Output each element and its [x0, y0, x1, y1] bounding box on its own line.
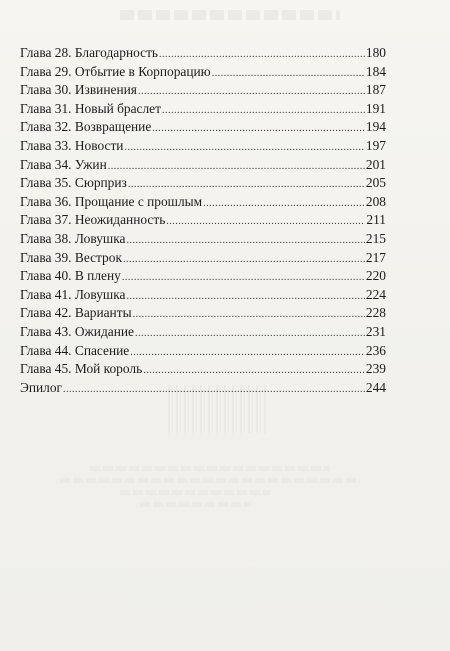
toc-entry-page-number: 215	[365, 230, 386, 246]
toc-entry-title: Эпилог	[20, 379, 63, 395]
toc-entry-page-number: 180	[365, 45, 386, 60]
toc-entry	[20, 286, 386, 305]
show-through-line	[140, 502, 250, 507]
show-through-line	[120, 490, 270, 495]
toc-entry-title: Глава 29. Отбытие в Корпорацию	[20, 63, 211, 79]
toc-entry-title: Глава 33. Новости	[20, 137, 124, 153]
toc-entry-page-number: 184	[365, 63, 386, 79]
toc-leader-dots	[133, 306, 365, 325]
toc-entry	[20, 323, 386, 342]
toc-entry	[20, 118, 386, 137]
toc-leader-dots	[152, 120, 365, 139]
toc-entry	[20, 230, 386, 249]
toc-entry-title: Глава 38. Ловушка	[20, 230, 126, 246]
toc-leader-dots	[123, 251, 365, 270]
toc-entry-page-number: 197	[365, 137, 386, 153]
toc-entry-page-number: 228	[365, 305, 386, 321]
toc-entry	[20, 174, 386, 193]
toc-entry-page-number: 220	[365, 268, 386, 284]
toc-entry-page-number: 205	[365, 175, 386, 191]
toc-entry-page-number: 217	[365, 249, 386, 265]
toc-entry	[20, 379, 386, 398]
toc-leader-dots	[143, 362, 365, 381]
show-through-header	[120, 10, 340, 20]
show-through-line	[90, 466, 330, 471]
toc-entry	[20, 211, 386, 230]
toc-entry	[20, 81, 386, 100]
toc-leader-dots	[126, 232, 364, 251]
toc-leader-dots	[126, 288, 364, 307]
toc-entry-title: Глава 44. Спасение	[20, 342, 130, 358]
toc-entry-title: Глава 45. Мой король	[20, 361, 143, 377]
toc-leader-dots	[203, 195, 365, 214]
toc-entry	[20, 44, 386, 63]
toc-leader-dots	[212, 65, 365, 84]
toc-entry-title: Глава 30. Извинения	[20, 82, 137, 98]
toc-entry	[20, 137, 386, 156]
toc-entry-title: Глава 41. Ловушка	[20, 286, 126, 302]
toc-leader-dots	[124, 139, 364, 158]
toc-entry-title: Глава 40. В плену	[20, 268, 121, 284]
toc-entry	[20, 193, 386, 212]
toc-entry-title: Глава 37. Неожиданность	[20, 212, 166, 228]
toc-entry-page-number: 194	[365, 119, 386, 135]
toc-entry	[20, 156, 386, 175]
toc-leader-dots	[138, 83, 365, 102]
toc-entry-page-number: 211	[366, 212, 386, 228]
toc-leader-dots	[63, 381, 365, 400]
toc-entry-page-number: 231	[365, 323, 386, 339]
toc-entry-title: Глава 31. Новый браслет	[20, 100, 161, 116]
toc-entry-title: Глава 36. Прощание с прошлым	[20, 193, 203, 209]
toc-entry	[20, 342, 386, 361]
toc-entry-page-number: 191	[365, 100, 386, 116]
toc-entry-page-number: 244	[365, 379, 386, 395]
toc-entry-title: Глава 42. Варианты	[20, 305, 132, 321]
toc-entry	[20, 63, 386, 82]
toc-entry	[20, 100, 386, 119]
toc-leader-dots	[166, 213, 365, 232]
toc-entry-title: Глава 43. Ожидание	[20, 323, 135, 339]
toc-entry-page-number: 239	[365, 361, 386, 377]
toc-leader-dots	[130, 344, 365, 363]
toc-leader-dots	[122, 269, 365, 288]
toc-entry	[20, 360, 386, 379]
toc-entry-page-number: 208	[365, 193, 386, 209]
table-of-contents	[20, 44, 386, 397]
show-through-line	[60, 478, 360, 483]
toc-entry-title: Глава 35. Сюрприз	[20, 175, 127, 191]
toc-leader-dots	[108, 158, 365, 177]
toc-entry	[20, 304, 386, 323]
toc-entry	[20, 267, 386, 286]
toc-entry-page-number: 187	[365, 82, 386, 98]
toc-entry-title: Глава 32. Возвращение	[20, 119, 152, 135]
toc-entry-page-number: 224	[365, 286, 386, 302]
toc-leader-dots	[135, 325, 365, 344]
toc-entry-title: Глава 28. Благодарность	[20, 45, 159, 60]
toc-entry-title: Глава 39. Вестрок	[20, 249, 122, 265]
toc-leader-dots	[162, 102, 365, 121]
toc-entry-title: Глава 34. Ужин	[20, 156, 107, 172]
toc-entry-page-number: 236	[365, 342, 386, 358]
toc-entry	[20, 249, 386, 268]
toc-entry-page-number: 201	[365, 156, 386, 172]
